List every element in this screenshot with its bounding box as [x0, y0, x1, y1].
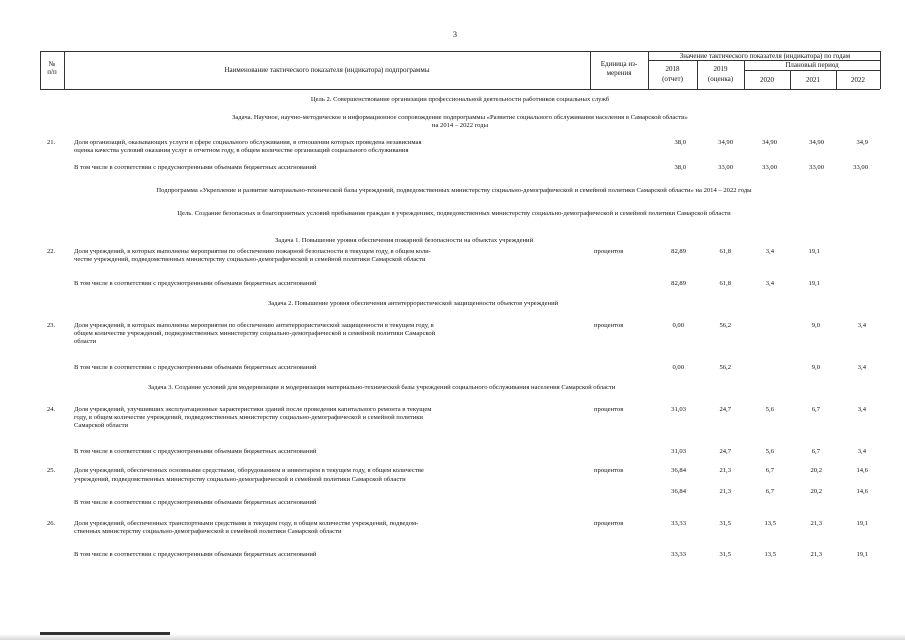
value-2018: 82,89 [671, 280, 686, 287]
row-number: 21. [47, 139, 56, 146]
value-2019: 21,3 [719, 467, 731, 474]
header-2018: 2018 [665, 65, 680, 73]
row-text-line: Доля организаций, оказывающих услуги в сфере социального обслуживания, в отношении которых проведена независимая [74, 139, 422, 146]
value-2018: 38,0 [674, 164, 686, 171]
value-2021: 6,7 [811, 448, 820, 455]
row-text-line: В том числе в соответствии с предусмотренными объемами бюджетных ассигнований [74, 499, 317, 506]
value-2019: 31,5 [719, 551, 731, 558]
value-2020: 13,5 [764, 551, 776, 558]
value-2020: 3,4 [765, 280, 774, 287]
value-2019: 24,7 [719, 448, 731, 455]
row-number: 25. [47, 467, 56, 474]
header-unit-2: мерения [606, 69, 632, 77]
value-2019: 61,8 [719, 280, 731, 287]
value-2021: 19,1 [808, 248, 820, 255]
value-2020: 13,5 [764, 520, 776, 527]
header-2019: 2019 [713, 65, 728, 73]
value-2021: 21,3 [810, 520, 822, 527]
value-2018: 33,33 [671, 520, 686, 527]
row-text-line: Самарской области [74, 422, 128, 429]
value-2021: 33,00 [809, 164, 824, 171]
value-2019: 61,8 [719, 248, 731, 255]
header-num-sub: п/п [47, 68, 57, 76]
row-unit: процентов [594, 520, 624, 527]
value-2022: 19,1 [856, 520, 868, 527]
value-2019: 56,2 [719, 322, 731, 329]
subprogram-goal: Цель. Создание безопасных и благоприятных условий пребывания граждан в учреждениях, подведомственных министерству социально-демографической и семейной политики Самарской области [177, 210, 731, 217]
value-2019: 21,3 [719, 488, 731, 495]
value-2022: 14,6 [856, 488, 868, 495]
value-2022: 19,1 [856, 551, 868, 558]
value-2022: 3,4 [857, 406, 866, 413]
value-2022: 3,4 [857, 322, 866, 329]
row-number: 22. [47, 248, 56, 255]
value-2018: 82,89 [671, 248, 686, 255]
header-values: Значение тактического показателя (индикатора) по годам [679, 52, 851, 60]
row-text-line: честве учреждений, подведомственных министерству социально-демографической и семейной политики Самарской области [74, 256, 426, 263]
value-2018: 38,0 [674, 139, 686, 146]
row-number: 23. [47, 322, 56, 329]
row-text-line: В том числе в соответствии с предусмотренными объемами бюджетных ассигнований [74, 448, 317, 455]
header-2022: 2022 [851, 76, 865, 84]
row-text-line: Доля учреждений, обеспеченных основными средствами, оборудованием и инвентарем в текущем году, в общем количестве [74, 467, 424, 474]
value-2021: 21,3 [810, 551, 822, 558]
value-2020: 3,4 [765, 248, 774, 255]
row-unit: процентов [594, 467, 624, 474]
value-2018: 31,03 [671, 448, 686, 455]
row-number: 24. [47, 406, 56, 413]
header-name: Наименование тактического показателя (индикатора) подпрограммы [224, 66, 430, 74]
subprogram-title: Подпрограмма «Укрепление и развитие материально-технической базы учреждений, подведомственных министерству социально-демографической и семейной политики Самарской области» на 2014 – 2022 годы [156, 187, 752, 194]
task-scientific: Задача. Научное, научно-методическое и информационное сопровождение подпрограммы «Развитие социального обслуживания населения в Самарской области» [232, 114, 688, 121]
row-text-line: Доля учреждений, в которых выполнены мероприятия по обеспечению антитеррористической защищенности в текущем году, в [74, 322, 434, 329]
value-2022: 3,4 [857, 364, 866, 371]
value-2021: 20,2 [810, 488, 822, 495]
value-2020: 34,90 [762, 139, 777, 146]
task-1: Задача 1. Повышение уровня обеспечения пожарной безопасности на объектах учреждений [275, 237, 534, 244]
value-2021: 9,0 [811, 364, 820, 371]
row-text-line: оценка качества условий оказания услуг в отчетном году, в общем количестве организаций социального обслуживания [74, 147, 409, 154]
value-2019: 56,2 [719, 364, 731, 371]
value-2018: 36,84 [671, 488, 686, 495]
row-text-line: области [74, 338, 97, 345]
value-2021: 34,90 [809, 139, 824, 146]
value-2022: 14,6 [856, 467, 868, 474]
page-number: 3 [453, 30, 457, 39]
value-2020: 33,00 [762, 164, 777, 171]
value-2018: 31,03 [671, 406, 686, 413]
value-2020: 6,7 [765, 488, 774, 495]
row-text-line: В том числе в соответствии с предусмотренными объемами бюджетных ассигнований [74, 164, 317, 171]
value-2021: 20,2 [810, 467, 822, 474]
value-2018: 33,33 [671, 551, 686, 558]
value-2022: 33,00 [853, 164, 868, 171]
header-plan: Плановый период [785, 61, 839, 69]
task-3: Задача 3. Создание условий для модернизации и модернизация материально-технической базы учреждений социального обслуживания населения Самарской области [148, 384, 616, 391]
scan-edge-mark [40, 632, 170, 635]
value-2018: 36,84 [671, 467, 686, 474]
value-2018: 0,00 [672, 322, 684, 329]
row-text-line: Доля учреждений, в которых выполнены мероприятия по обеспечению пожарной безопасности в текущем году, в общем коли- [74, 248, 431, 255]
row-text-line: В том числе в соответствии с предусмотренными объемами бюджетных ассигнований [74, 551, 317, 558]
row-unit: процентов [594, 248, 624, 255]
header-unit-1: Единица из- [600, 60, 638, 68]
row-text-line: году, в общем количестве учреждений, подведомственных министерству социально-демографической и семейной политики [74, 414, 423, 421]
row-text-line: В том числе в соответствии с предусмотренными объемами бюджетных ассигнований [74, 364, 317, 371]
row-text-line: Доля учреждений, улучшивших эксплуатационные характеристики зданий после проведения капитального ремонта в текущем [74, 406, 432, 413]
value-2019: 31,5 [719, 520, 731, 527]
value-2021: 6,7 [811, 406, 820, 413]
goal-2: Цель 2. Совершенствование организации профессиональной деятельности работников социальных служб [310, 96, 610, 103]
value-2019: 24,7 [719, 406, 731, 413]
row-text-line: Доля учреждений, обеспеченных транспортными средствами в текущем году, в общем количестве учреждений, подведом- [74, 520, 419, 527]
row-text-line: В том числе в соответствии с предусмотренными объемами бюджетных ассигнований [74, 280, 317, 287]
row-unit: процентов [594, 322, 624, 329]
row-text-line: учреждений, подведомственных министерству социально-демографической и семейной политики Самарской области [74, 476, 406, 483]
value-2021: 19,1 [808, 280, 820, 287]
value-2020: 5,6 [765, 448, 774, 455]
header-2020: 2020 [760, 76, 774, 84]
task-2: Задача 2. Повышение уровня обеспечения антитеррористической защищенности объектов учреждений [268, 300, 559, 307]
value-2018: 0,00 [672, 364, 684, 371]
header-2021: 2021 [806, 76, 820, 84]
header-2018-sub: (отчет) [662, 75, 683, 83]
value-2019: 33,00 [718, 164, 733, 171]
value-2020: 6,7 [765, 467, 774, 474]
header-num: № [48, 60, 56, 68]
value-2020: 5,6 [765, 406, 774, 413]
row-unit: процентов [594, 406, 624, 413]
value-2021: 9,0 [811, 322, 820, 329]
row-text-line: общем количестве учреждений, подведомственных министерству социально-демографической и семейной политики Самарской [74, 330, 436, 337]
value-2022: 3,4 [857, 448, 866, 455]
task-scientific-years: на 2014 – 2022 годы [431, 122, 489, 129]
value-2022: 34,9 [856, 139, 868, 146]
row-text-line: ственных министерству социально-демографической и семейной политики Самарской области [74, 528, 342, 535]
row-number: 26. [47, 520, 56, 527]
header-2019-sub: (оценка) [707, 75, 734, 83]
value-2019: 34,90 [718, 139, 733, 146]
